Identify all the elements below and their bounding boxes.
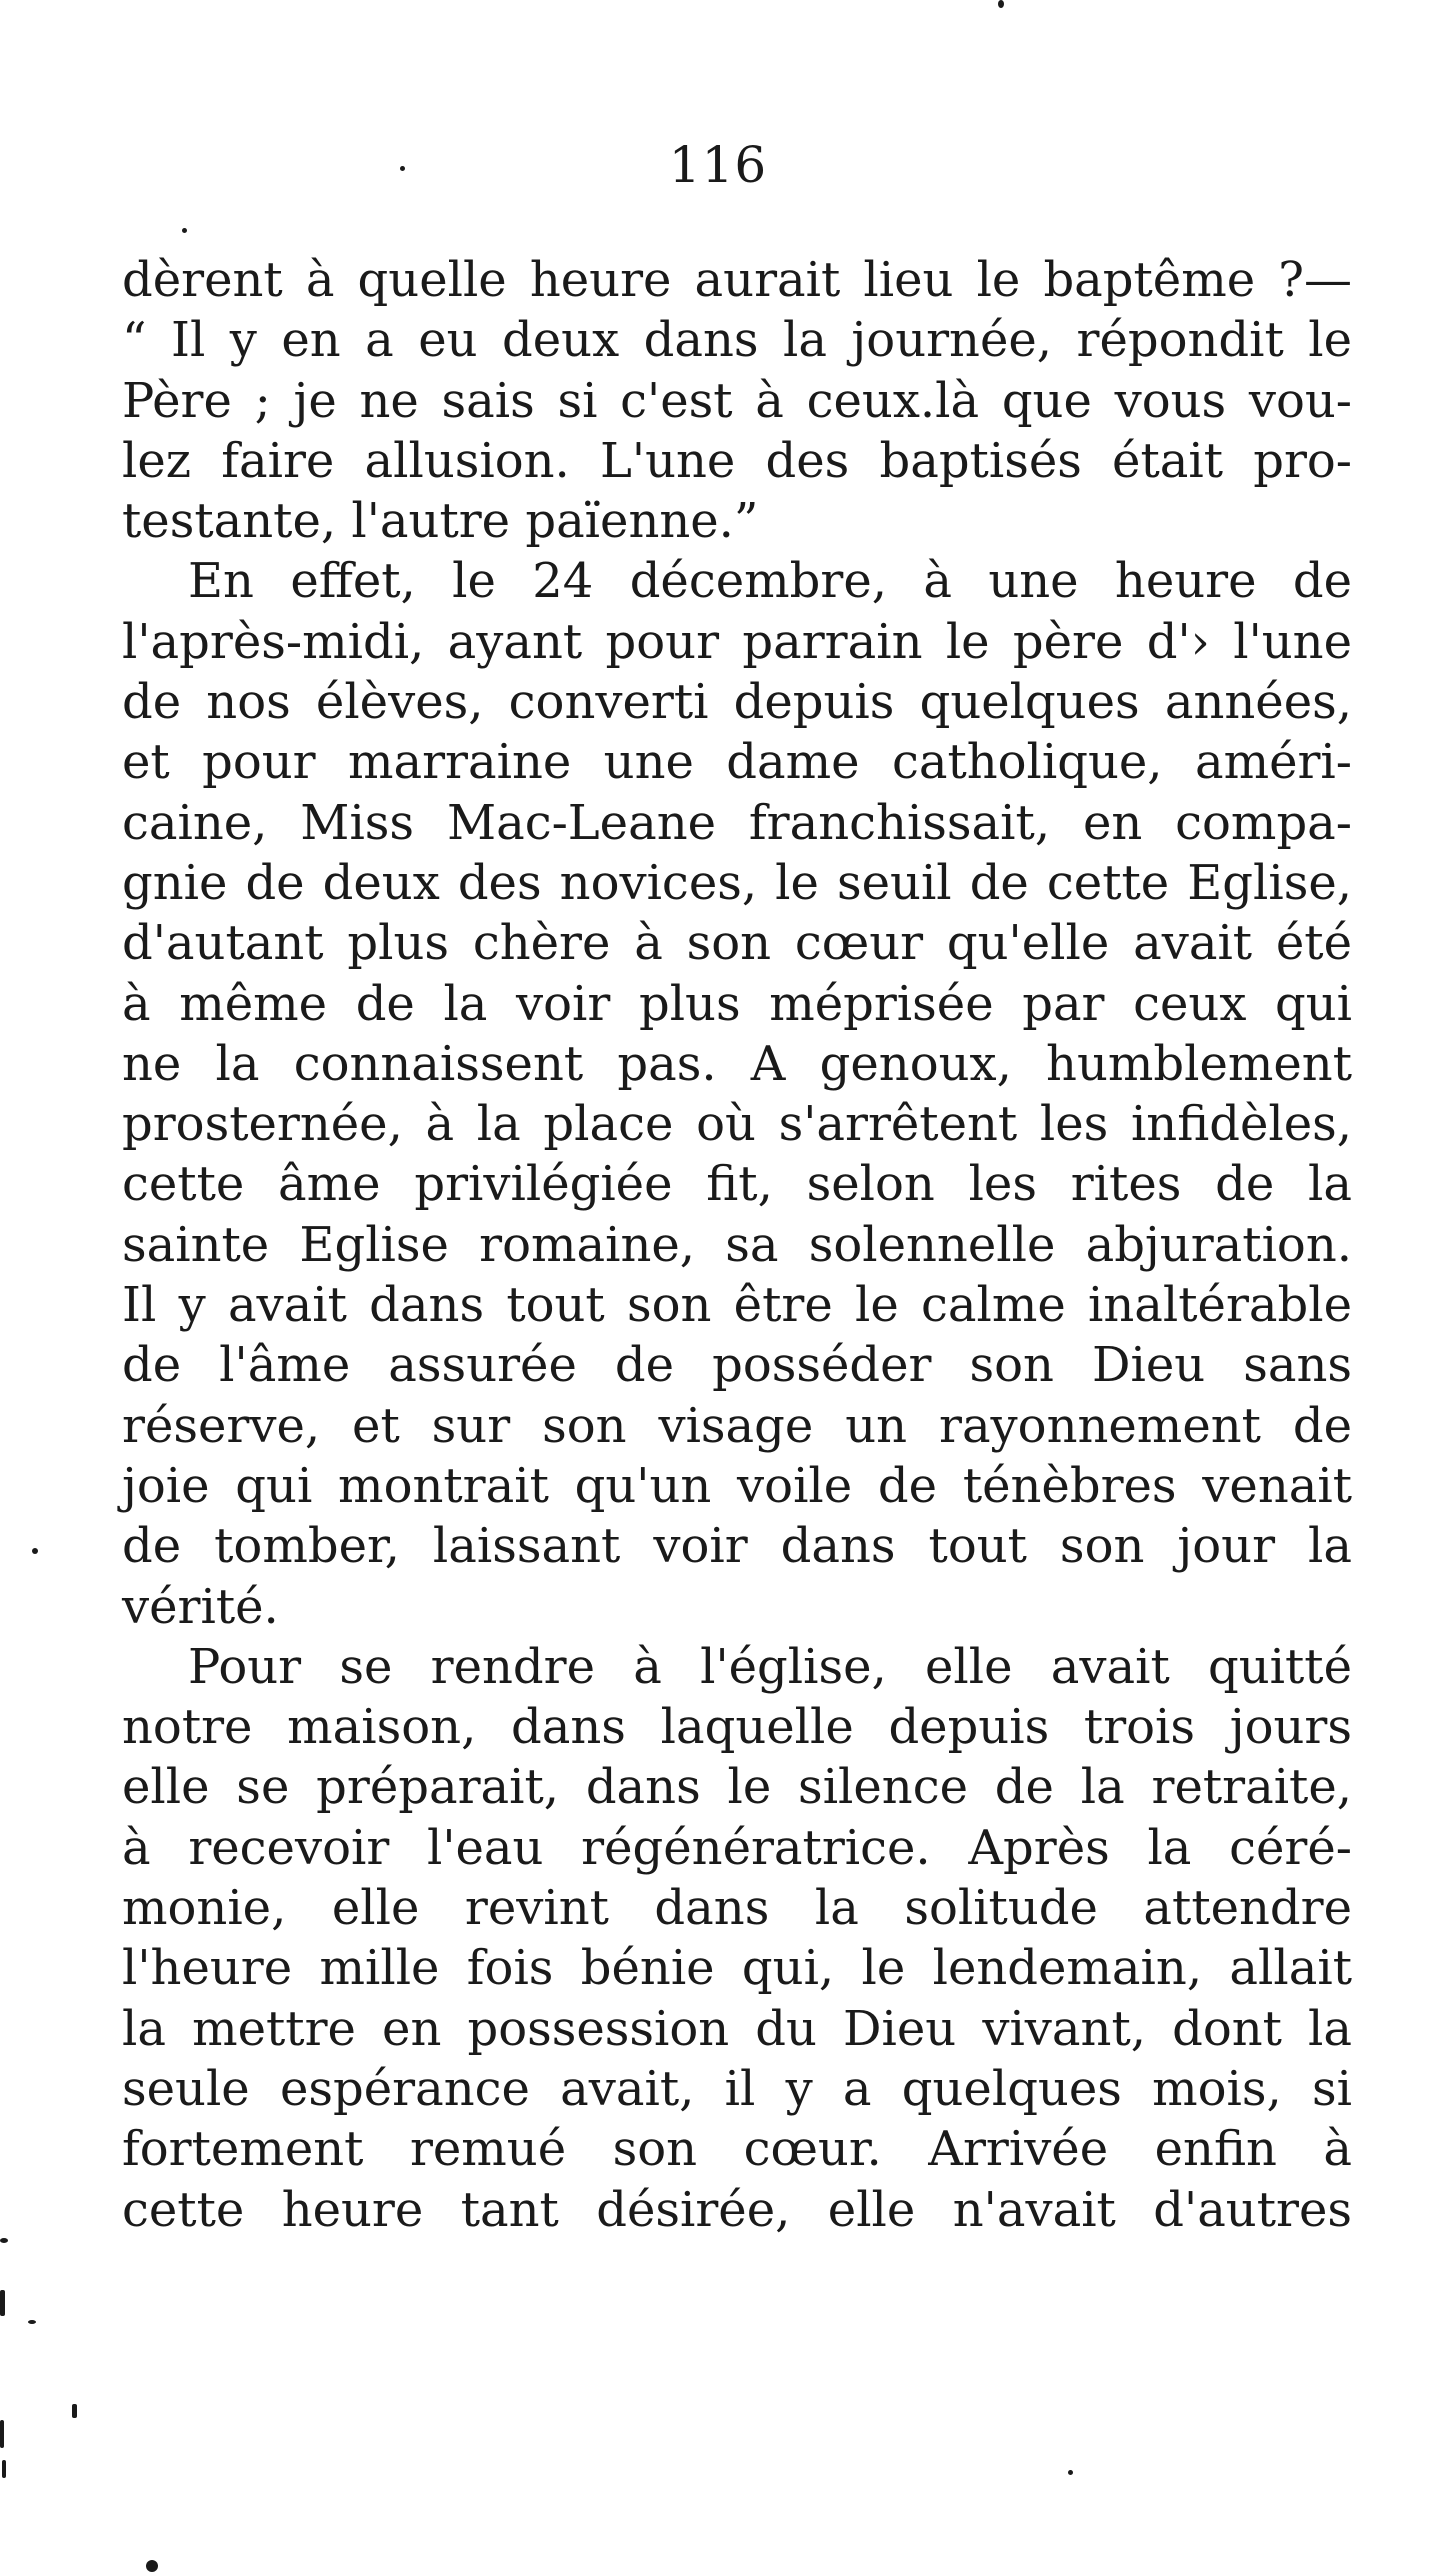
- scan-speck: [182, 228, 187, 233]
- paragraph-first-line: En effet, le 24 décembre, à une heure de: [188, 553, 1352, 610]
- text-line: réserve, et sur son visage un rayonnement de: [122, 1397, 1352, 1454]
- text-line: joie qui montrait qu'un voile de ténèbres venait: [122, 1457, 1352, 1514]
- text-line: à recevoir l'eau régénératrice. Après la céré-: [122, 1819, 1352, 1876]
- text-line: “ Il y en a eu deux dans la journée, répondit le: [122, 312, 1352, 369]
- text-line: dèrent à quelle heure aurait lieu le baptême ?—: [122, 252, 1352, 308]
- scan-speck: [0, 2290, 5, 2316]
- text-line: lez faire allusion. L'une des baptisés était pro-: [122, 432, 1352, 489]
- text-line: vérité.: [122, 1578, 279, 1635]
- text-line: prosternée, à la place où s'arrêtent les infidèles,: [122, 1096, 1352, 1153]
- text-line: de tomber, laissant voir dans tout son jour la: [122, 1518, 1352, 1575]
- scan-speck: [998, 0, 1004, 8]
- scan-speck: [400, 166, 405, 171]
- text-line: l'après-midi, ayant pour parrain le père d'› l'une: [122, 613, 1352, 670]
- text-line: testante, l'autre païenne.”: [122, 493, 759, 550]
- scan-speck: [0, 2238, 8, 2243]
- text-line: la mettre en possession du Dieu vivant, dont la: [122, 2000, 1352, 2057]
- text-line: d'autant plus chère à son cœur qu'elle avait été: [122, 915, 1352, 972]
- text-line: de nos élèves, converti depuis quelques années,: [122, 674, 1352, 731]
- scan-speck: [72, 2404, 77, 2418]
- text-line: Père ; je ne sais si c'est à ceux.là que vous vou-: [122, 372, 1352, 429]
- text-line: gnie de deux des novices, le seuil de cette Eglise,: [122, 854, 1352, 911]
- text-line: seule espérance avait, il y a quelques mois, si: [122, 2060, 1352, 2117]
- scan-speck: [32, 1548, 38, 1554]
- text-line: caine, Miss Mac-Leane franchissait, en compa-: [122, 794, 1352, 851]
- scan-speck: [28, 2320, 36, 2324]
- scan-speck: [146, 2560, 158, 2572]
- scan-speck: [0, 2420, 4, 2448]
- scan-speck: [1068, 2470, 1073, 2475]
- text-line: fortement remué son cœur. Arrivée enfin à: [122, 2121, 1352, 2178]
- text-line: de l'âme assurée de posséder son Dieu sans: [122, 1337, 1352, 1394]
- text-line: à même de la voir plus méprisée par ceux qui: [122, 975, 1352, 1032]
- text-line: et pour marraine une dame catholique, améri-: [122, 734, 1352, 791]
- text-line: monie, elle revint dans la solitude attendre: [122, 1880, 1352, 1937]
- text-line: l'heure mille fois bénie qui, le lendemain, allait: [122, 1940, 1352, 1997]
- text-line: notre maison, dans laquelle depuis trois jours: [122, 1699, 1352, 1756]
- page-number: 116: [668, 136, 768, 194]
- body-text: [122, 250, 1352, 2240]
- text-line: ne la connaissent pas. A genoux, humblement: [122, 1035, 1352, 1092]
- scan-speck: [2, 2460, 6, 2478]
- text-line: elle se préparait, dans le silence de la retraite,: [122, 1759, 1352, 1816]
- text-line: sainte Eglise romaine, sa solennelle abjuration.: [122, 1216, 1352, 1273]
- text-line: cette heure tant désirée, elle n'avait d'autres: [122, 2181, 1352, 2238]
- text-line: Il y avait dans tout son être le calme inaltérable: [122, 1277, 1352, 1334]
- paragraph-first-line: Pour se rendre à l'église, elle avait quitté: [188, 1638, 1352, 1695]
- text-line: cette âme privilégiée fit, selon les rites de la: [122, 1156, 1352, 1213]
